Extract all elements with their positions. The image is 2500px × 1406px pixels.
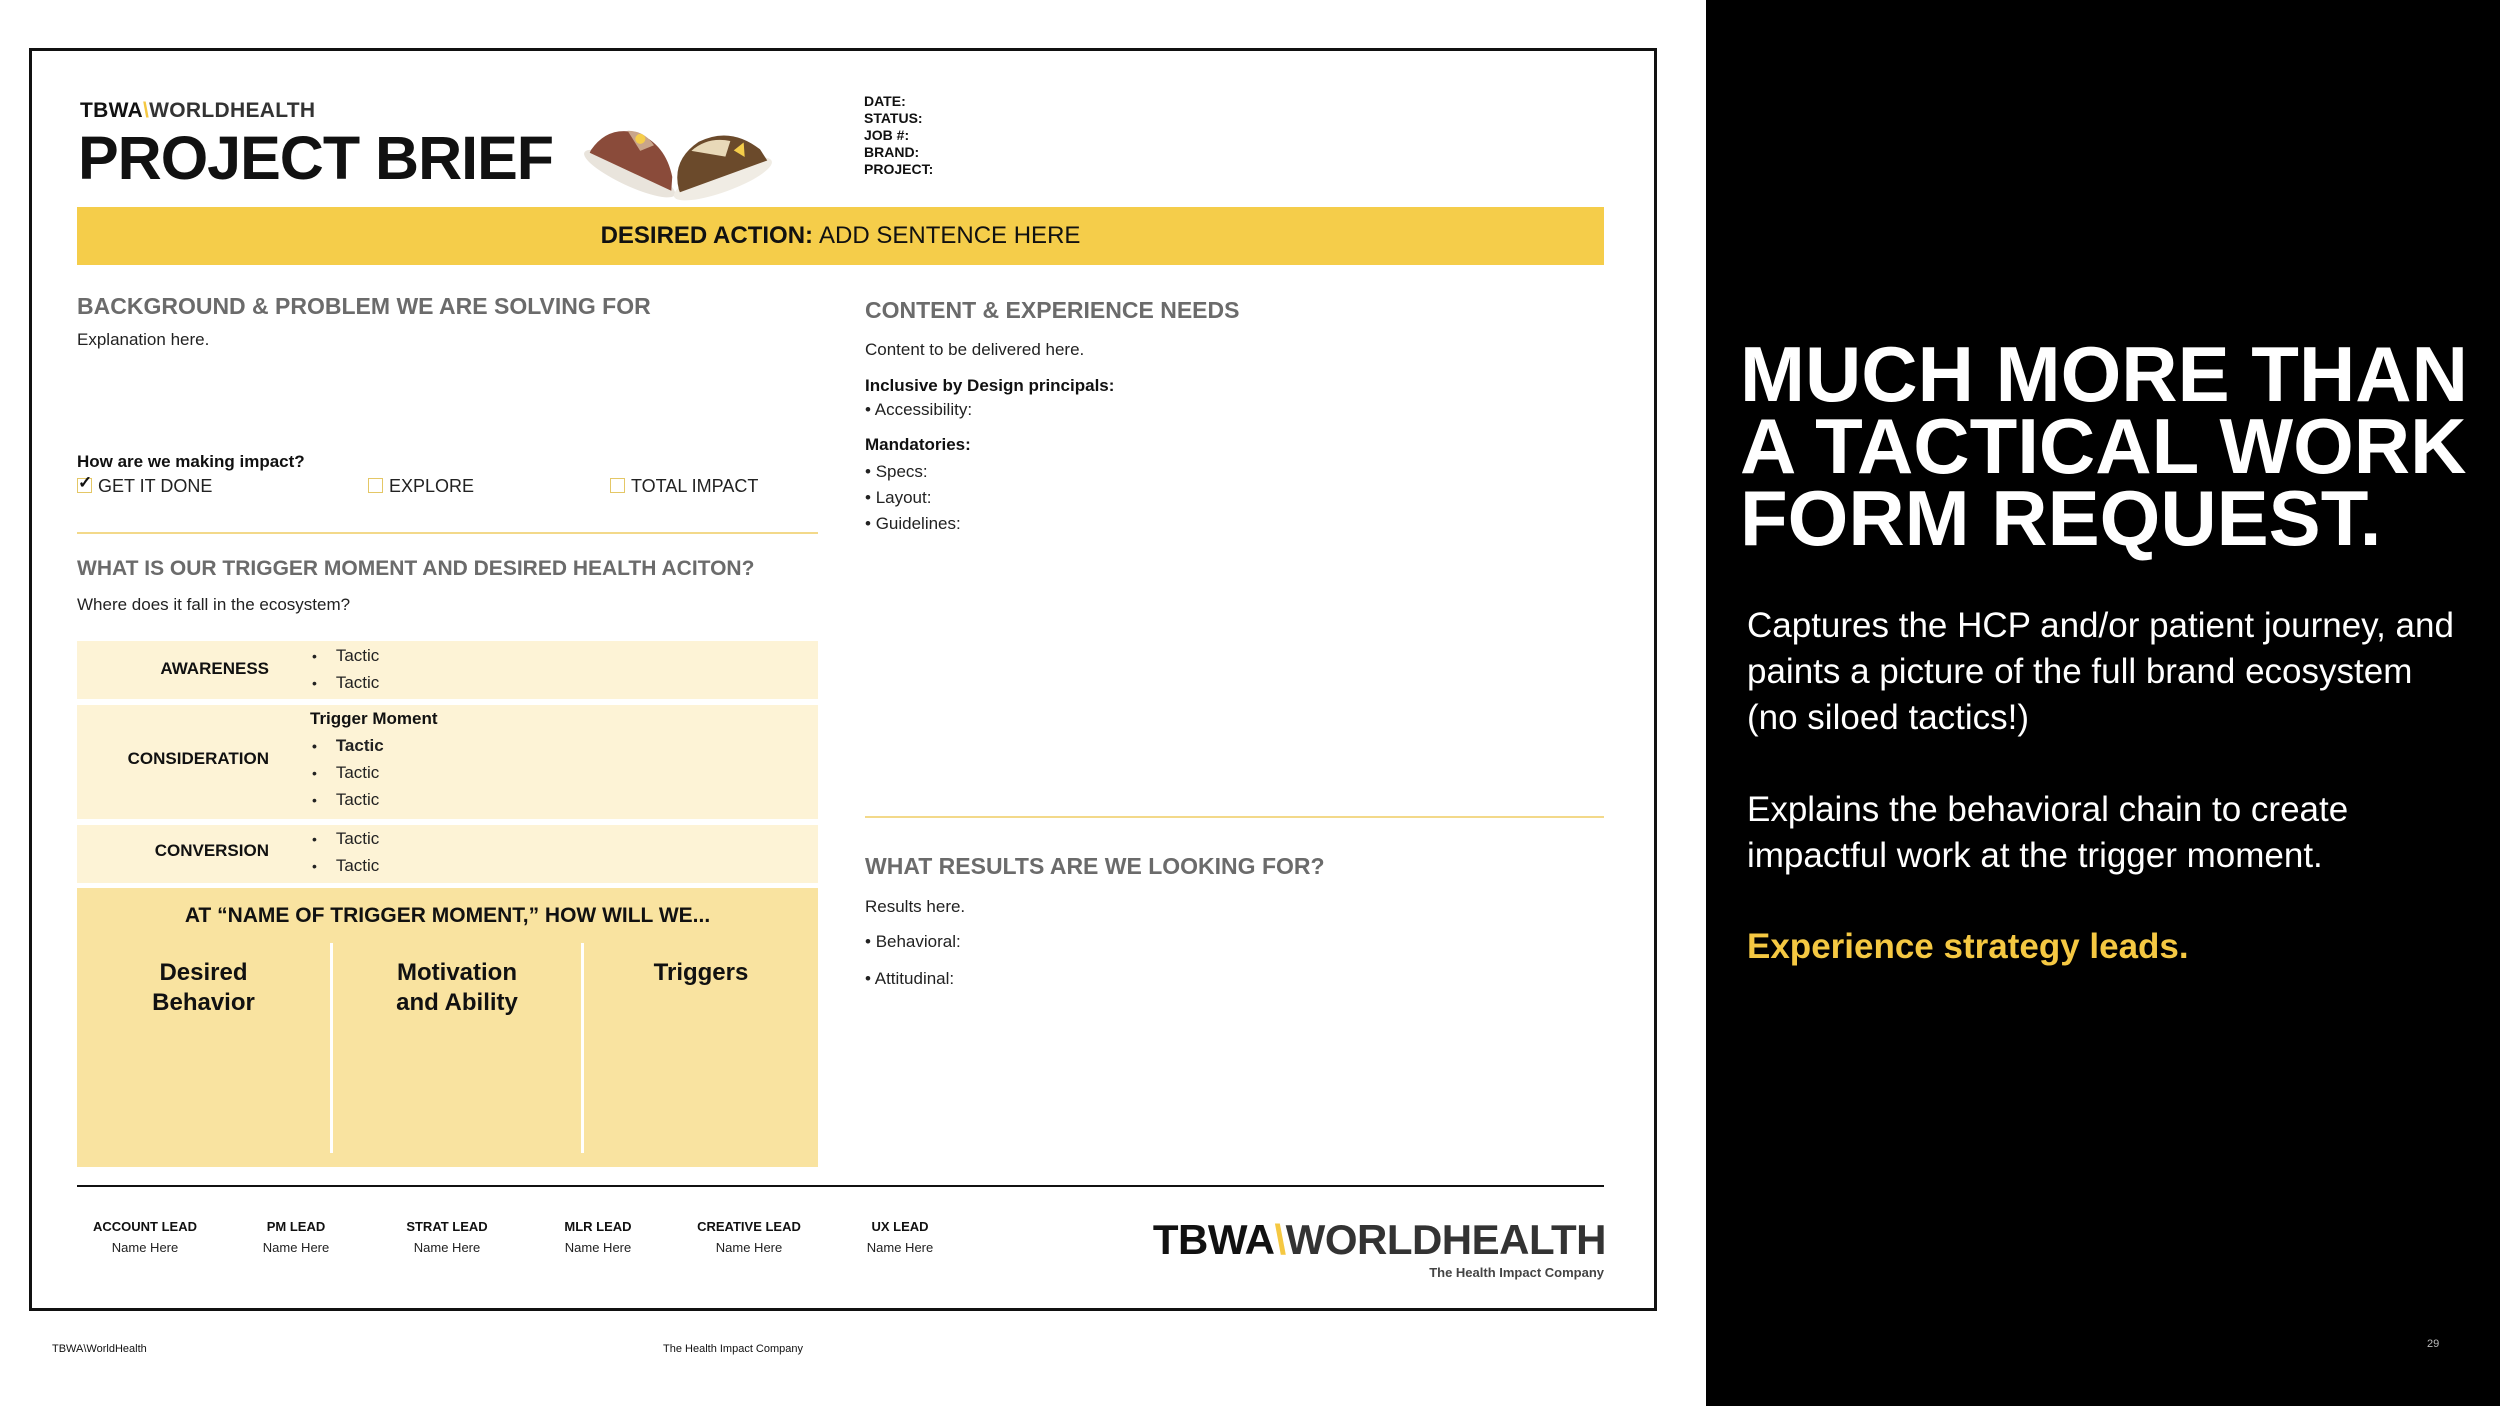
- project-brief-frame: [29, 48, 1657, 1311]
- brief-logo-small: [80, 99, 315, 123]
- mandatories-heading: Mandatories:: [865, 435, 971, 454]
- meta-status: STATUS:: [864, 110, 923, 126]
- checkbox-icon[interactable]: [610, 478, 625, 493]
- stage-consideration: CONSIDERATION: [127, 749, 269, 768]
- list-item: • Guidelines:: [865, 514, 961, 533]
- funnel-consideration-row: [77, 705, 818, 819]
- meta-job: JOB #:: [864, 127, 910, 143]
- meta-project: PROJECT:: [864, 161, 934, 177]
- panel-lead: Experience strategy leads.: [1747, 927, 2189, 966]
- lead-pm: PM LEAD Name Here: [262, 1219, 330, 1255]
- brief-tagline: The Health Impact Company: [1429, 1265, 1604, 1280]
- meta-brand: BRAND:: [864, 144, 920, 160]
- column-triggers: Triggers: [653, 959, 749, 986]
- list-item: • Behavioral:: [865, 932, 961, 951]
- background-heading: BACKGROUND & PROBLEM WE ARE SOLVING FOR: [77, 293, 651, 319]
- list-item: • Tactic: [312, 856, 380, 875]
- impact-question: How are we making impact?: [77, 452, 305, 471]
- brief-title: PROJECT BRIEF: [78, 124, 554, 192]
- panel-paragraph-1: Captures the HCP and/or patient journey, and paints a picture of the full brand ecosystem (no siloed tactics!): [1747, 606, 2454, 737]
- lead-mlr: MLR LEAD Name Here: [564, 1219, 632, 1255]
- stage-awareness: AWARENESS: [160, 659, 269, 678]
- list-item: • Tactic: [312, 646, 380, 665]
- desired-action-text: ADD SENTENCE HERE: [819, 222, 1081, 249]
- results-text: Results here.: [865, 897, 966, 916]
- trigger-box-title: AT “NAME OF TRIGGER MOMENT,” HOW WILL WE...: [184, 904, 711, 927]
- meta-date: DATE:: [864, 93, 906, 109]
- list-item: • Tactic: [312, 829, 380, 848]
- background-text: Explanation here.: [77, 330, 210, 349]
- checkbox-checked-icon[interactable]: [77, 478, 92, 493]
- trigger-question: Where does it fall in the ecosystem?: [77, 595, 351, 614]
- sneakers-illustration: [576, 105, 776, 209]
- funnel-conversion-row: [77, 825, 818, 883]
- funnel-awareness-row: [77, 641, 818, 699]
- brief-meta-fields: [864, 93, 933, 178]
- impact-option-get-it-done[interactable]: ✓GET IT DONE: [77, 476, 212, 497]
- footer-tagline: The Health Impact Company: [663, 1343, 804, 1355]
- desired-action-label: DESIRED ACTION:: [600, 222, 814, 249]
- logo-slash: \: [143, 99, 150, 122]
- list-item: • Tactic: [312, 790, 380, 809]
- trigger-heading: WHAT IS OUR TRIGGER MOMENT AND DESIRED HEALTH ACITON?: [77, 557, 755, 580]
- content-text: Content to be delivered here.: [865, 340, 1085, 359]
- stage-conversion: CONVERSION: [154, 841, 269, 860]
- column-motivation-ability: Motivation and Ability: [396, 959, 518, 1016]
- content-heading: CONTENT & EXPERIENCE NEEDS: [865, 297, 1240, 323]
- signoff-divider: [77, 1185, 1604, 1187]
- logo-worldhealth: WORLDHEALTH: [149, 99, 316, 122]
- list-item: • Tactic: [312, 673, 380, 692]
- lead-strat: STRAT LEAD Name Here: [406, 1219, 488, 1255]
- list-item: • Specs:: [865, 462, 928, 481]
- list-item: • Accessibility:: [865, 400, 973, 419]
- column-desired-behavior: Desired Behavior: [152, 959, 255, 1016]
- trigger-moment-label: Trigger Moment: [310, 709, 438, 728]
- inclusive-heading: Inclusive by Design principals:: [865, 376, 1115, 395]
- impact-option-total-impact[interactable]: TOTAL IMPACT: [610, 476, 758, 497]
- list-item: • Tactic: [312, 763, 380, 782]
- impact-option-explore[interactable]: EXPLORE: [368, 476, 474, 497]
- brief-logo-big: TBWA\WORLDHEALTH: [1152, 1216, 1606, 1263]
- trigger-moment-box: [77, 888, 818, 1167]
- divider: [865, 816, 1604, 818]
- logo-tbwa: TBWA: [80, 99, 144, 122]
- list-item: • Tactic: [312, 736, 384, 755]
- checkbox-icon[interactable]: [368, 478, 383, 493]
- page-number: 29: [2427, 1338, 2440, 1350]
- results-heading: WHAT RESULTS ARE WE LOOKING FOR?: [865, 853, 1325, 879]
- divider: [77, 532, 818, 534]
- desired-action-bar: [77, 207, 1604, 265]
- footer-brand: TBWA\WorldHealth: [52, 1343, 147, 1355]
- list-item: • Attitudinal:: [865, 969, 955, 988]
- lead-creative: CREATIVE LEAD Name Here: [697, 1219, 801, 1255]
- panel-headline: MUCH MORE THAN A TACTICAL WORK FORM REQUEST.: [1740, 330, 2468, 562]
- list-item: • Layout:: [865, 488, 932, 507]
- lead-account: ACCOUNT LEAD Name Here: [93, 1219, 197, 1255]
- lead-ux: UX LEAD Name Here: [866, 1219, 934, 1255]
- panel-paragraph-2: Explains the behavioral chain to create impactful work at the trigger moment.: [1747, 790, 2349, 875]
